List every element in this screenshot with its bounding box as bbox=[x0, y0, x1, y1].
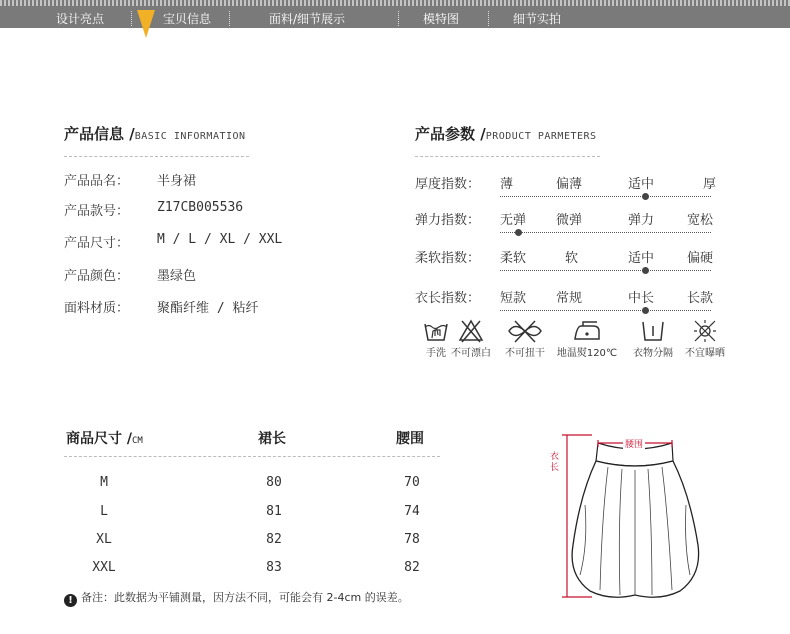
no-sun-dry-icon bbox=[691, 318, 719, 344]
length-cell: 83 bbox=[266, 560, 282, 575]
divider bbox=[64, 156, 249, 157]
index-option: 常规 bbox=[556, 291, 583, 306]
note-text: 备注：此数据为平铺测量，因方法不同，可能会有 2-4cm 的误差。 bbox=[81, 591, 409, 604]
index-option: 无弹 bbox=[500, 213, 527, 228]
nav-fabric-details[interactable]: 面料/细节展示 bbox=[269, 12, 346, 26]
care-label: 不可扭干 bbox=[505, 348, 545, 359]
nav-separator bbox=[488, 11, 489, 26]
index-option: 长款 bbox=[687, 291, 714, 306]
info-row-sizes bbox=[64, 232, 283, 251]
nav-separator bbox=[229, 11, 230, 26]
index-scale-line bbox=[500, 310, 711, 311]
waist-label: 腰围 bbox=[623, 437, 645, 450]
care-label: 不宜曝晒 bbox=[685, 348, 725, 359]
index-option: 软 bbox=[565, 251, 579, 266]
index-scale-line bbox=[500, 196, 711, 197]
separate-wash-icon bbox=[639, 318, 667, 344]
index-option: 柔软 bbox=[500, 251, 527, 266]
waist-cell: 70 bbox=[404, 475, 420, 490]
no-wring-icon bbox=[505, 318, 545, 344]
top-nav-bar bbox=[0, 0, 790, 28]
info-label: 产品品名： bbox=[64, 174, 130, 189]
size-cell: XXL bbox=[92, 560, 116, 575]
index-option: 适中 bbox=[628, 251, 655, 266]
product-info-title-cn: 产品信息 / bbox=[64, 125, 135, 143]
index-option: 宽松 bbox=[687, 213, 714, 228]
size-cell: XL bbox=[96, 532, 112, 547]
nav-model-photos[interactable]: 模特图 bbox=[423, 12, 460, 26]
length-cell: 82 bbox=[266, 532, 282, 547]
nav-product-info[interactable]: 宝贝信息 bbox=[163, 12, 212, 26]
length-label: 衣长 bbox=[550, 452, 560, 473]
size-header-label: 商品尺寸 / bbox=[66, 431, 132, 447]
info-value: 聚酯纤维 / 粘纤 bbox=[157, 301, 259, 316]
active-tab-pointer bbox=[137, 10, 155, 38]
product-info-title-en: BASIC INFORMATION bbox=[134, 131, 246, 142]
care-no-sun-dry bbox=[674, 318, 736, 359]
info-label: 产品款号： bbox=[64, 204, 130, 219]
warning-icon: ! bbox=[64, 594, 77, 607]
size-cell: M bbox=[100, 475, 108, 490]
nav-separator bbox=[131, 11, 132, 26]
waist-cell: 82 bbox=[404, 560, 420, 575]
divider bbox=[415, 156, 600, 157]
index-label: 厚度指数： bbox=[415, 177, 481, 192]
length-cell: 80 bbox=[266, 475, 282, 490]
care-label: 地温熨120℃ bbox=[556, 348, 618, 359]
index-label: 衣长指数： bbox=[415, 291, 481, 306]
no-bleach-icon bbox=[457, 318, 485, 344]
index-scale-line bbox=[500, 232, 711, 233]
index-label: 弹力指数： bbox=[415, 213, 481, 228]
chain-border bbox=[0, 0, 790, 6]
nav-detail-shots[interactable]: 细节实拍 bbox=[513, 12, 562, 26]
index-option: 短款 bbox=[500, 291, 527, 306]
product-params-title bbox=[415, 123, 597, 144]
nav-design-highlights[interactable]: 设计亮点 bbox=[56, 12, 105, 26]
size-table-header-size bbox=[66, 428, 143, 448]
divider bbox=[64, 456, 440, 457]
measurement-note bbox=[64, 589, 409, 607]
index-option: 偏薄 bbox=[556, 177, 583, 192]
index-selected-dot bbox=[642, 307, 649, 314]
index-option: 偏硬 bbox=[687, 251, 714, 266]
info-value: 半身裙 bbox=[157, 174, 197, 189]
index-option: 弹力 bbox=[628, 213, 655, 228]
size-header-unit: CM bbox=[132, 436, 143, 446]
info-value: 墨绿色 bbox=[157, 269, 197, 284]
waist-cell: 74 bbox=[404, 504, 420, 519]
skirt-diagram bbox=[540, 425, 730, 610]
product-params-title-en: PRODUCT PARMETERS bbox=[485, 131, 597, 142]
info-row-style-no bbox=[64, 200, 244, 219]
index-option: 中长 bbox=[628, 291, 655, 306]
index-selected-dot bbox=[515, 229, 522, 236]
index-selected-dot bbox=[642, 193, 649, 200]
care-iron-low bbox=[556, 318, 618, 359]
product-params-title-cn: 产品参数 / bbox=[415, 125, 486, 143]
length-cell: 81 bbox=[266, 504, 282, 519]
care-label: 不可漂白 bbox=[451, 348, 491, 359]
info-label: 产品颜色： bbox=[64, 269, 130, 284]
index-label: 柔软指数： bbox=[415, 251, 481, 266]
care-no-wring bbox=[494, 318, 556, 359]
info-value: M / L / XL / XXL bbox=[157, 232, 283, 247]
size-table-header-waist: 腰围 bbox=[396, 431, 424, 447]
info-row-color bbox=[64, 265, 197, 284]
info-label: 面料材质： bbox=[64, 301, 130, 316]
size-cell: L bbox=[100, 504, 108, 519]
length-index bbox=[415, 287, 725, 317]
waist-cell: 78 bbox=[404, 532, 420, 547]
index-option: 薄 bbox=[500, 177, 514, 192]
care-no-bleach bbox=[440, 318, 502, 359]
index-option: 厚 bbox=[703, 177, 717, 192]
nav-separator bbox=[398, 11, 399, 26]
info-label: 产品尺寸： bbox=[64, 236, 130, 251]
care-label: 衣物分隔 bbox=[633, 348, 673, 359]
index-option: 适中 bbox=[628, 177, 655, 192]
info-row-name bbox=[64, 170, 197, 189]
index-selected-dot bbox=[642, 267, 649, 274]
care-label: 手洗 bbox=[426, 348, 446, 359]
softness-index bbox=[415, 247, 725, 277]
iron-low-icon bbox=[571, 318, 603, 344]
size-table-header-length: 裙长 bbox=[258, 431, 286, 447]
info-value: Z17CB005536 bbox=[157, 200, 244, 215]
info-row-material bbox=[64, 297, 259, 316]
product-info-title bbox=[64, 123, 246, 144]
elasticity-index bbox=[415, 209, 725, 239]
index-option: 微弹 bbox=[556, 213, 583, 228]
index-scale-line bbox=[500, 270, 711, 271]
thickness-index bbox=[415, 173, 725, 203]
